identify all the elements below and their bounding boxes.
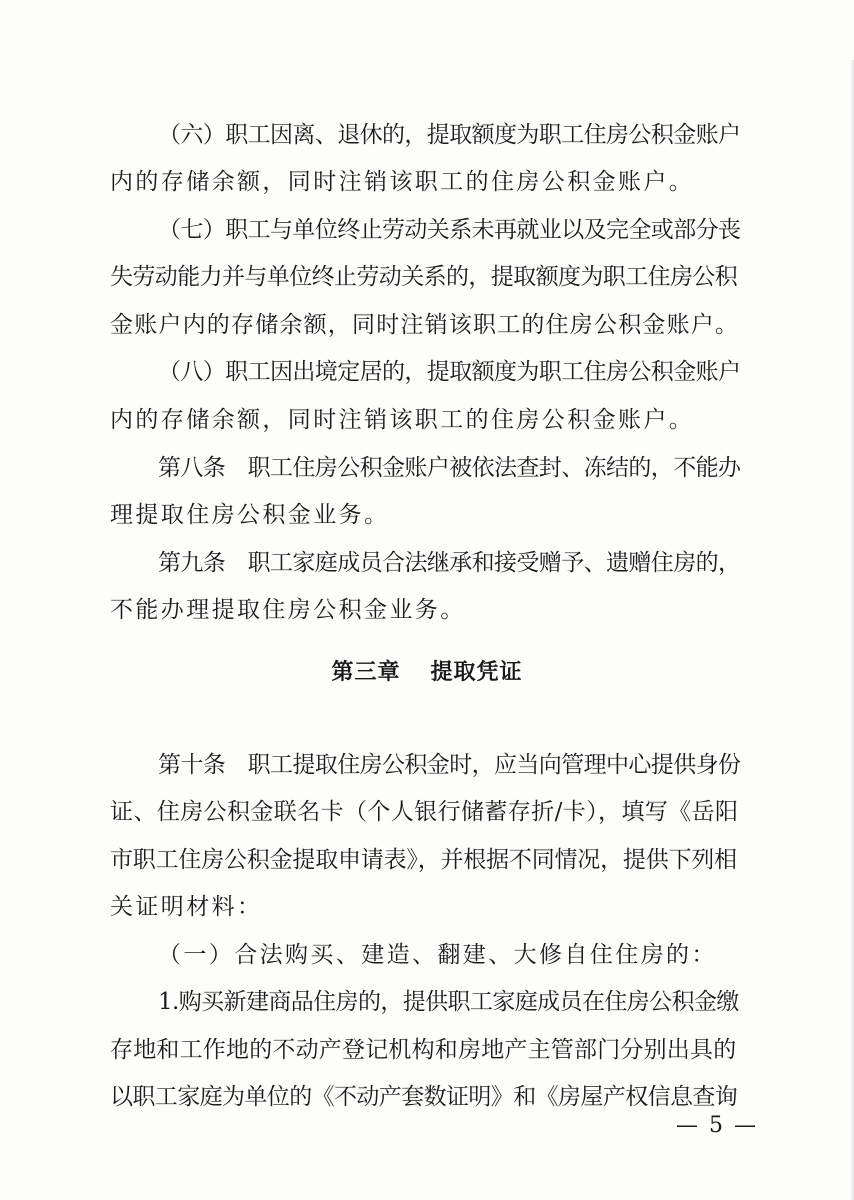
paragraph-line: 失劳动能力并与单位终止劳动关系的，提取额度为职工住房公积 (110, 264, 738, 290)
paragraph-line: 金账户内的存储余额，同时注销该职工的住房公积金账户。 (110, 312, 740, 338)
chapter-heading (0, 658, 854, 688)
paragraph-line: 第十条 职工提取住房公积金时，应当向管理中心提供身份 (158, 752, 741, 778)
paragraph-line: （一）合法购买、建造、翻建、大修自住住房的： (158, 942, 717, 968)
paragraph-line: 1.购买新建商品住房的，提供职工家庭成员在住房公积金缴 (158, 989, 739, 1015)
paragraph-line: 内的存储余额，同时注销该职工的住房公积金账户。 (110, 169, 695, 195)
chapter-title: 提取凭证 (430, 660, 523, 685)
paragraph-line: 不能办理提取住房公积金业务。 (110, 597, 466, 623)
paragraph-line: （八）职工因出境定居的，提取额度为职工住房公积金账户 (158, 359, 741, 385)
paragraph-line: 内的存储余额，同时注销该职工的住房公积金账户。 (110, 407, 695, 433)
paragraph-line: （七）职工与单位终止劳动关系未再就业以及完全或部分丧 (158, 217, 741, 243)
paragraph-line: 第八条 职工住房公积金账户被依法查封、冻结的，不能办 (158, 455, 741, 481)
paragraph-line: 关证明材料： (110, 894, 263, 920)
paragraph-line: 以职工家庭为单位的《不动产套数证明》和《房屋产权信息查询 (110, 1084, 738, 1110)
page-number: — 5 — (676, 1113, 758, 1138)
paragraph-line: 市职工住房公积金提取申请表》，并根据不同情况，提供下列相 (110, 847, 737, 873)
paragraph-line: 存地和工作地的不动产登记机构和房地产主管部门分别出具的 (110, 1037, 737, 1063)
chapter-number: 第三章 (331, 660, 401, 685)
paragraph-line: 证、住房公积金联名卡（个人银行储蓄存折/卡），填写《岳阳 (110, 799, 739, 825)
paragraph-line: 第九条 职工家庭成员合法继承和接受赠予、遗赠住房的， (158, 550, 741, 576)
page-edge-shadow (850, 60, 854, 1200)
paragraph-line: （六）职工因离、退休的，提取额度为职工住房公积金账户 (158, 122, 741, 148)
paragraph-line: 理提取住房公积金业务。 (110, 502, 390, 528)
